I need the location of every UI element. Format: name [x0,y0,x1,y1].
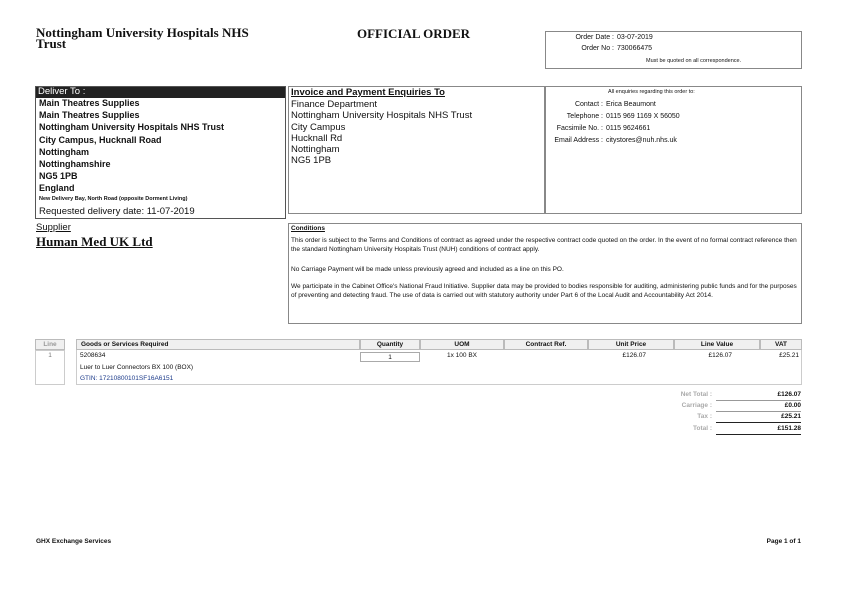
deliver-to-box [35,86,286,219]
row-item-code: 5208634 [80,352,106,359]
row-unit-price: £126.07 [622,352,646,359]
enquiries-header: All enquiries regarding this order to: [608,89,695,95]
deliver-line: Main Theatres Supplies [39,98,140,108]
org-name [36,27,249,49]
org-name-line2: Trust [36,36,67,51]
conditions-p2: No Carriage Payment will be made unless previously agreed and included as a line on this PO. [291,266,564,273]
order-no: 730066475 [617,45,653,52]
deliver-to-title: Deliver To : [38,86,86,97]
invoice-line: Finance Department [291,99,378,110]
deliver-line: England [39,183,75,194]
col-header-line: Line [35,339,65,350]
enquiries-box [545,86,802,214]
tax-label: Tax : [697,413,712,420]
order-no-label: Order No : [581,45,614,52]
net-total-label: Net Total : [680,391,712,398]
row-line-number: 1 [48,352,52,359]
delivery-note: New Delivery Bay, North Road (opposite Dorment Living) [39,196,188,202]
footer-provider: GHX Exchange Services [36,538,112,545]
table-row [35,350,802,386]
contact-name: Erica Beaumont [606,101,656,108]
deliver-address [39,97,224,195]
conditions-p1: This order is subject to the Terms and Conditions of contract as agreed under the respective contract code quoted on the order. In the event of no formal contract reference then the standard Nottingham University Hospitals Trust (NUH) conditions of contract apply. [291,237,797,253]
conditions-title: Conditions [291,225,325,232]
row-vat: £25.21 [779,352,799,359]
conditions-p3: We participate in the Cabinet Office's National Fraud Initiative. Supplier data may be provided to bodies responsible for auditing, administering public funds and for the purposes of preventing and detecting fraud. The use of data is carried out with statutory authority under Part 6 of the Local Audit and Accountability Act 2014. [291,283,797,299]
deliver-line: City Campus, Hucknall Road [39,134,162,145]
col-header-quantity: Quantity [360,339,420,350]
row-item-gtin: GTIN: 17210800101SF16A6151 [80,375,174,382]
order-date-label: Order Date : [575,34,614,41]
fax-label: Facsimile No. : [556,125,603,132]
contact-label: Contact : [574,101,603,108]
col-header-contract: Contract Ref. [504,339,588,350]
supplier-name: Human Med UK Ltd [36,234,153,249]
deliver-line: Main Theatres Supplies [39,110,140,121]
col-header-goods: Goods or Services Required [76,339,360,350]
org-name-line1: Nottingham University Hospitals NHS [36,25,249,40]
carriage-label: Carriage : [681,402,712,409]
col-header-unit-price: Unit Price [588,339,674,350]
deliver-line: Nottingham [39,146,89,157]
phone-number: 0115 969 1169 X 56050 [606,113,680,120]
order-date: 03-07-2019 [617,34,653,41]
order-info-box [545,31,802,69]
deliver-line: Nottinghamshire [39,159,111,170]
invoice-address [291,99,472,167]
col-header-line-value: Line Value [674,339,760,350]
invoice-line: NG5 1PB [291,155,332,167]
row-quantity: 1 [360,352,420,362]
supplier-label: Supplier [36,222,71,233]
invoice-line: Nottingham University Hospitals NHS Trust [291,110,473,122]
email-address: citystores@nuh.nhs.uk [606,137,677,144]
col-header-vat: VAT [760,339,802,350]
invoice-box [288,86,545,214]
row-item-description: Luer to Luer Connectors BX 100 (BOX) [80,364,194,371]
invoice-line: Nottingham [291,144,340,156]
deliver-line: Nottingham University Hospitals NHS Trust [39,122,225,133]
requested-date: Requested delivery date: 11-07-2019 [39,206,195,217]
grand-total: £151.28 [777,425,801,432]
conditions-box [288,223,802,324]
invoice-line: Hucknall Rd [291,132,343,144]
invoice-title: Invoice and Payment Enquiries To [291,87,445,98]
tax: £25.21 [781,413,801,420]
email-label: Email Address : [554,137,603,144]
row-line-value: £126.07 [708,352,732,359]
carriage: £0.00 [784,402,801,409]
doc-title: OFFICIAL ORDER [357,26,471,41]
col-header-uom: UOM [420,339,504,350]
page-number: Page 1 of 1 [766,538,801,545]
row-uom: 1x 100 BX [447,352,477,359]
deliver-line: NG5 1PB [39,171,78,182]
phone-label: Telephone : [566,113,603,120]
total-label: Total : [692,425,712,432]
quote-note: Must be quoted on all correspondence. [646,58,742,64]
totals-block [640,391,803,439]
fax-number: 0115 9624661 [606,125,651,132]
net-total: £126.07 [777,391,801,398]
invoice-line: City Campus [291,121,346,133]
